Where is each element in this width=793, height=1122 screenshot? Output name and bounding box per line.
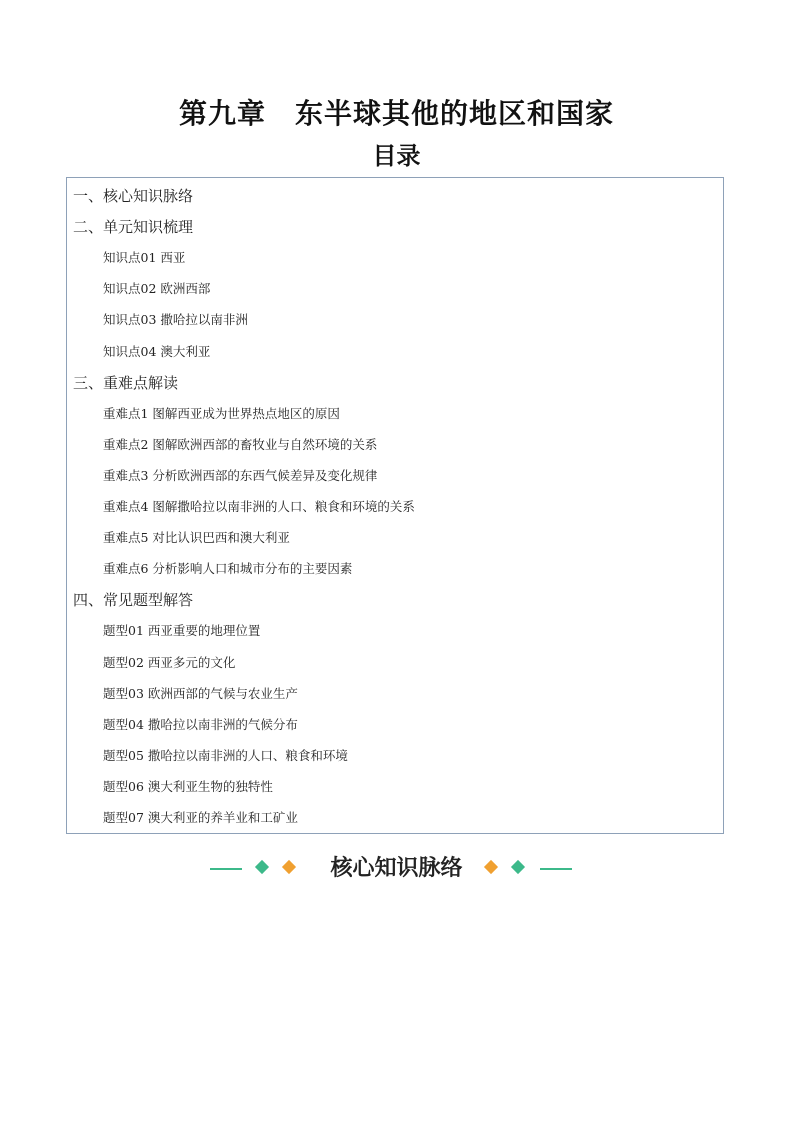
toc-entry[interactable]: 题型03 欧洲西部的气候与农业生产 — [103, 685, 298, 701]
page-title: 第九章 东半球其他的地区和国家 — [178, 97, 614, 130]
toc-section[interactable]: 四、常见题型解答 — [73, 591, 194, 610]
section-banner — [0, 852, 793, 886]
toc-section[interactable]: 三、重难点解读 — [73, 373, 179, 392]
toc-entry[interactable]: 题型05 撒哈拉以南非洲的人口、粮食和环境 — [103, 747, 348, 763]
banner-right-line — [540, 868, 572, 870]
toc-entry[interactable]: 重难点2 图解欧洲西部的畜牧业与自然环境的关系 — [103, 436, 378, 452]
toc-heading: 目录 — [372, 142, 421, 170]
toc-entry[interactable]: 题型02 西亚多元的文化 — [103, 654, 236, 670]
toc-entry[interactable]: 重难点1 图解西亚成为世界热点地区的原因 — [103, 405, 340, 421]
toc-entry[interactable]: 题型04 撒哈拉以南非洲的气候分布 — [103, 716, 298, 732]
toc-entry[interactable]: 重难点4 图解撒哈拉以南非洲的人口、粮食和环境的关系 — [103, 499, 415, 514]
toc-entry[interactable]: 知识点01 西亚 — [103, 250, 186, 266]
toc-entry[interactable]: 重难点6 分析影响人口和城市分布的主要因素 — [103, 561, 353, 577]
toc-section[interactable]: 一、核心知识脉络 — [73, 187, 194, 205]
section-banner-title: 核心知识脉络 — [330, 856, 463, 881]
table-of-contents — [66, 177, 724, 834]
toc-entry[interactable]: 题型01 西亚重要的地理位置 — [103, 623, 261, 639]
toc-entry[interactable]: 题型07 澳大利亚的养羊业和工矿业 — [103, 810, 298, 825]
toc-entry[interactable]: 题型06 澳大利亚生物的独特性 — [103, 778, 273, 794]
toc-entry[interactable]: 知识点04 澳大利亚 — [103, 343, 211, 359]
toc-entry[interactable]: 知识点02 欧洲西部 — [103, 281, 211, 297]
toc-entry[interactable]: 重难点5 对比认识巴西和澳大利亚 — [103, 530, 290, 546]
toc-entry[interactable]: 重难点3 分析欧洲西部的东西气候差异及变化规律 — [103, 467, 378, 483]
toc-entry[interactable]: 知识点03 撒哈拉以南非洲 — [103, 312, 248, 328]
toc-section[interactable]: 二、单元知识梳理 — [73, 218, 194, 237]
